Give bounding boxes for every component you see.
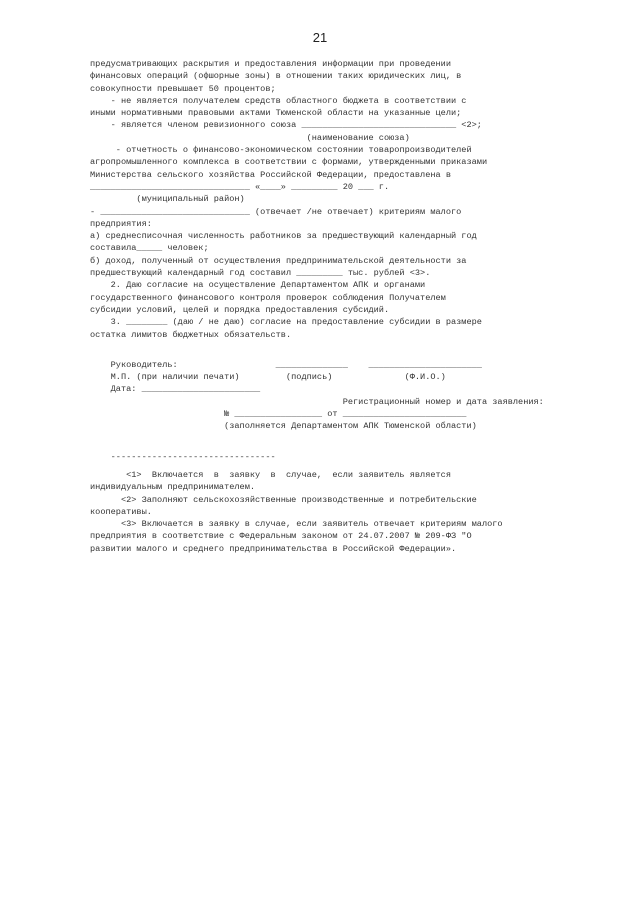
text-line: 2. Даю согласие на осуществление Департаментом АПК и органами: [90, 280, 426, 291]
footnote-line: <1> Включается в заявку в случае, если заявитель является: [90, 469, 451, 480]
text-line: а) среднесписочная численность работников за предшествующий календарный год: [90, 231, 477, 242]
footnote-line: <2> Заполняют сельскохозяйственные производственные и потребительские: [90, 494, 477, 505]
footnote-line: <3> Включается в заявку в случае, если заявитель отвечает критериям малого: [90, 519, 503, 530]
registration-line: Регистрационный номер и дата заявления:: [90, 396, 544, 407]
text-line: предприятия:: [90, 218, 152, 229]
text-line: 3. ________ (даю / не даю) согласие на предоставление субсидии в размере: [90, 317, 482, 328]
footnote-line: предприятия в соответствие с Федеральным законом от 24.07.2007 № 209-ФЗ "О: [90, 531, 472, 542]
text-line: - отчетность о финансово-экономическом состоянии товаропроизводителей: [90, 145, 472, 156]
text-line: агропромышленного комплекса в соответствии с формами, утвержденными приказами: [90, 157, 488, 168]
text-line: (наименование союза): [90, 132, 410, 143]
text-line: (муниципальный район): [90, 194, 245, 205]
text-line: - не является получателем средств областного бюджета в соответствии с: [90, 95, 467, 106]
text-line: Министерства сельского хозяйства Российской Федерации, предоставлена в: [90, 169, 451, 180]
signature-line: М.П. (при наличии печати) (подпись) (Ф.И.О.): [90, 372, 446, 383]
footnote-line: развитии малого и среднего предпринимательства в Российской Федерации».: [90, 543, 457, 554]
footnote-separator: --------------------------------: [90, 451, 276, 462]
text-line: предшествующий календарный год составил _________ тыс. рублей <3>.: [90, 268, 431, 279]
text-line: совокупности превышает 50 процентов;: [90, 83, 276, 94]
text-line: остатка лимитов бюджетных обязательств.: [90, 329, 292, 340]
footnote-line: индивидуальным предпринимателем.: [90, 482, 256, 493]
text-line: - является членом ревизионного союза ______________________________ <2>;: [90, 120, 482, 131]
signature-line: Руководитель: ______________ ______________________: [90, 359, 482, 370]
text-line: иными нормативными правовыми актами Тюменской области на указанные цели;: [90, 108, 462, 119]
text-line: - _____________________________ (отвечает /не отвечает) критериям малого: [90, 206, 462, 217]
footnote-line: кооперативы.: [90, 506, 152, 517]
text-line: финансовых операций (офшорные зоны) в отношении таких юридических лиц, в: [90, 71, 462, 82]
registration-line: № _________________ от ________________________: [90, 409, 467, 420]
page-number: 21: [312, 30, 328, 45]
text-line: _______________________________ «____» _________ 20 ___ г.: [90, 181, 390, 192]
text-line: субсидии условий, целей и порядка предоставления субсидий.: [90, 304, 390, 315]
text-line: государственного финансового контроля проверок соблюдения Получателем: [90, 292, 446, 303]
text-line: составила_____ человек;: [90, 243, 209, 254]
document-body: [90, 58, 610, 555]
signature-line: Дата: _______________________: [90, 384, 261, 395]
text-line: предусматривающих раскрытия и предоставления информации при проведении: [90, 59, 451, 69]
text-line: б) доход, полученный от осуществления предпринимательской деятельности за: [90, 255, 467, 266]
registration-line: (заполняется Департаментом АПК Тюменской области): [90, 421, 477, 432]
